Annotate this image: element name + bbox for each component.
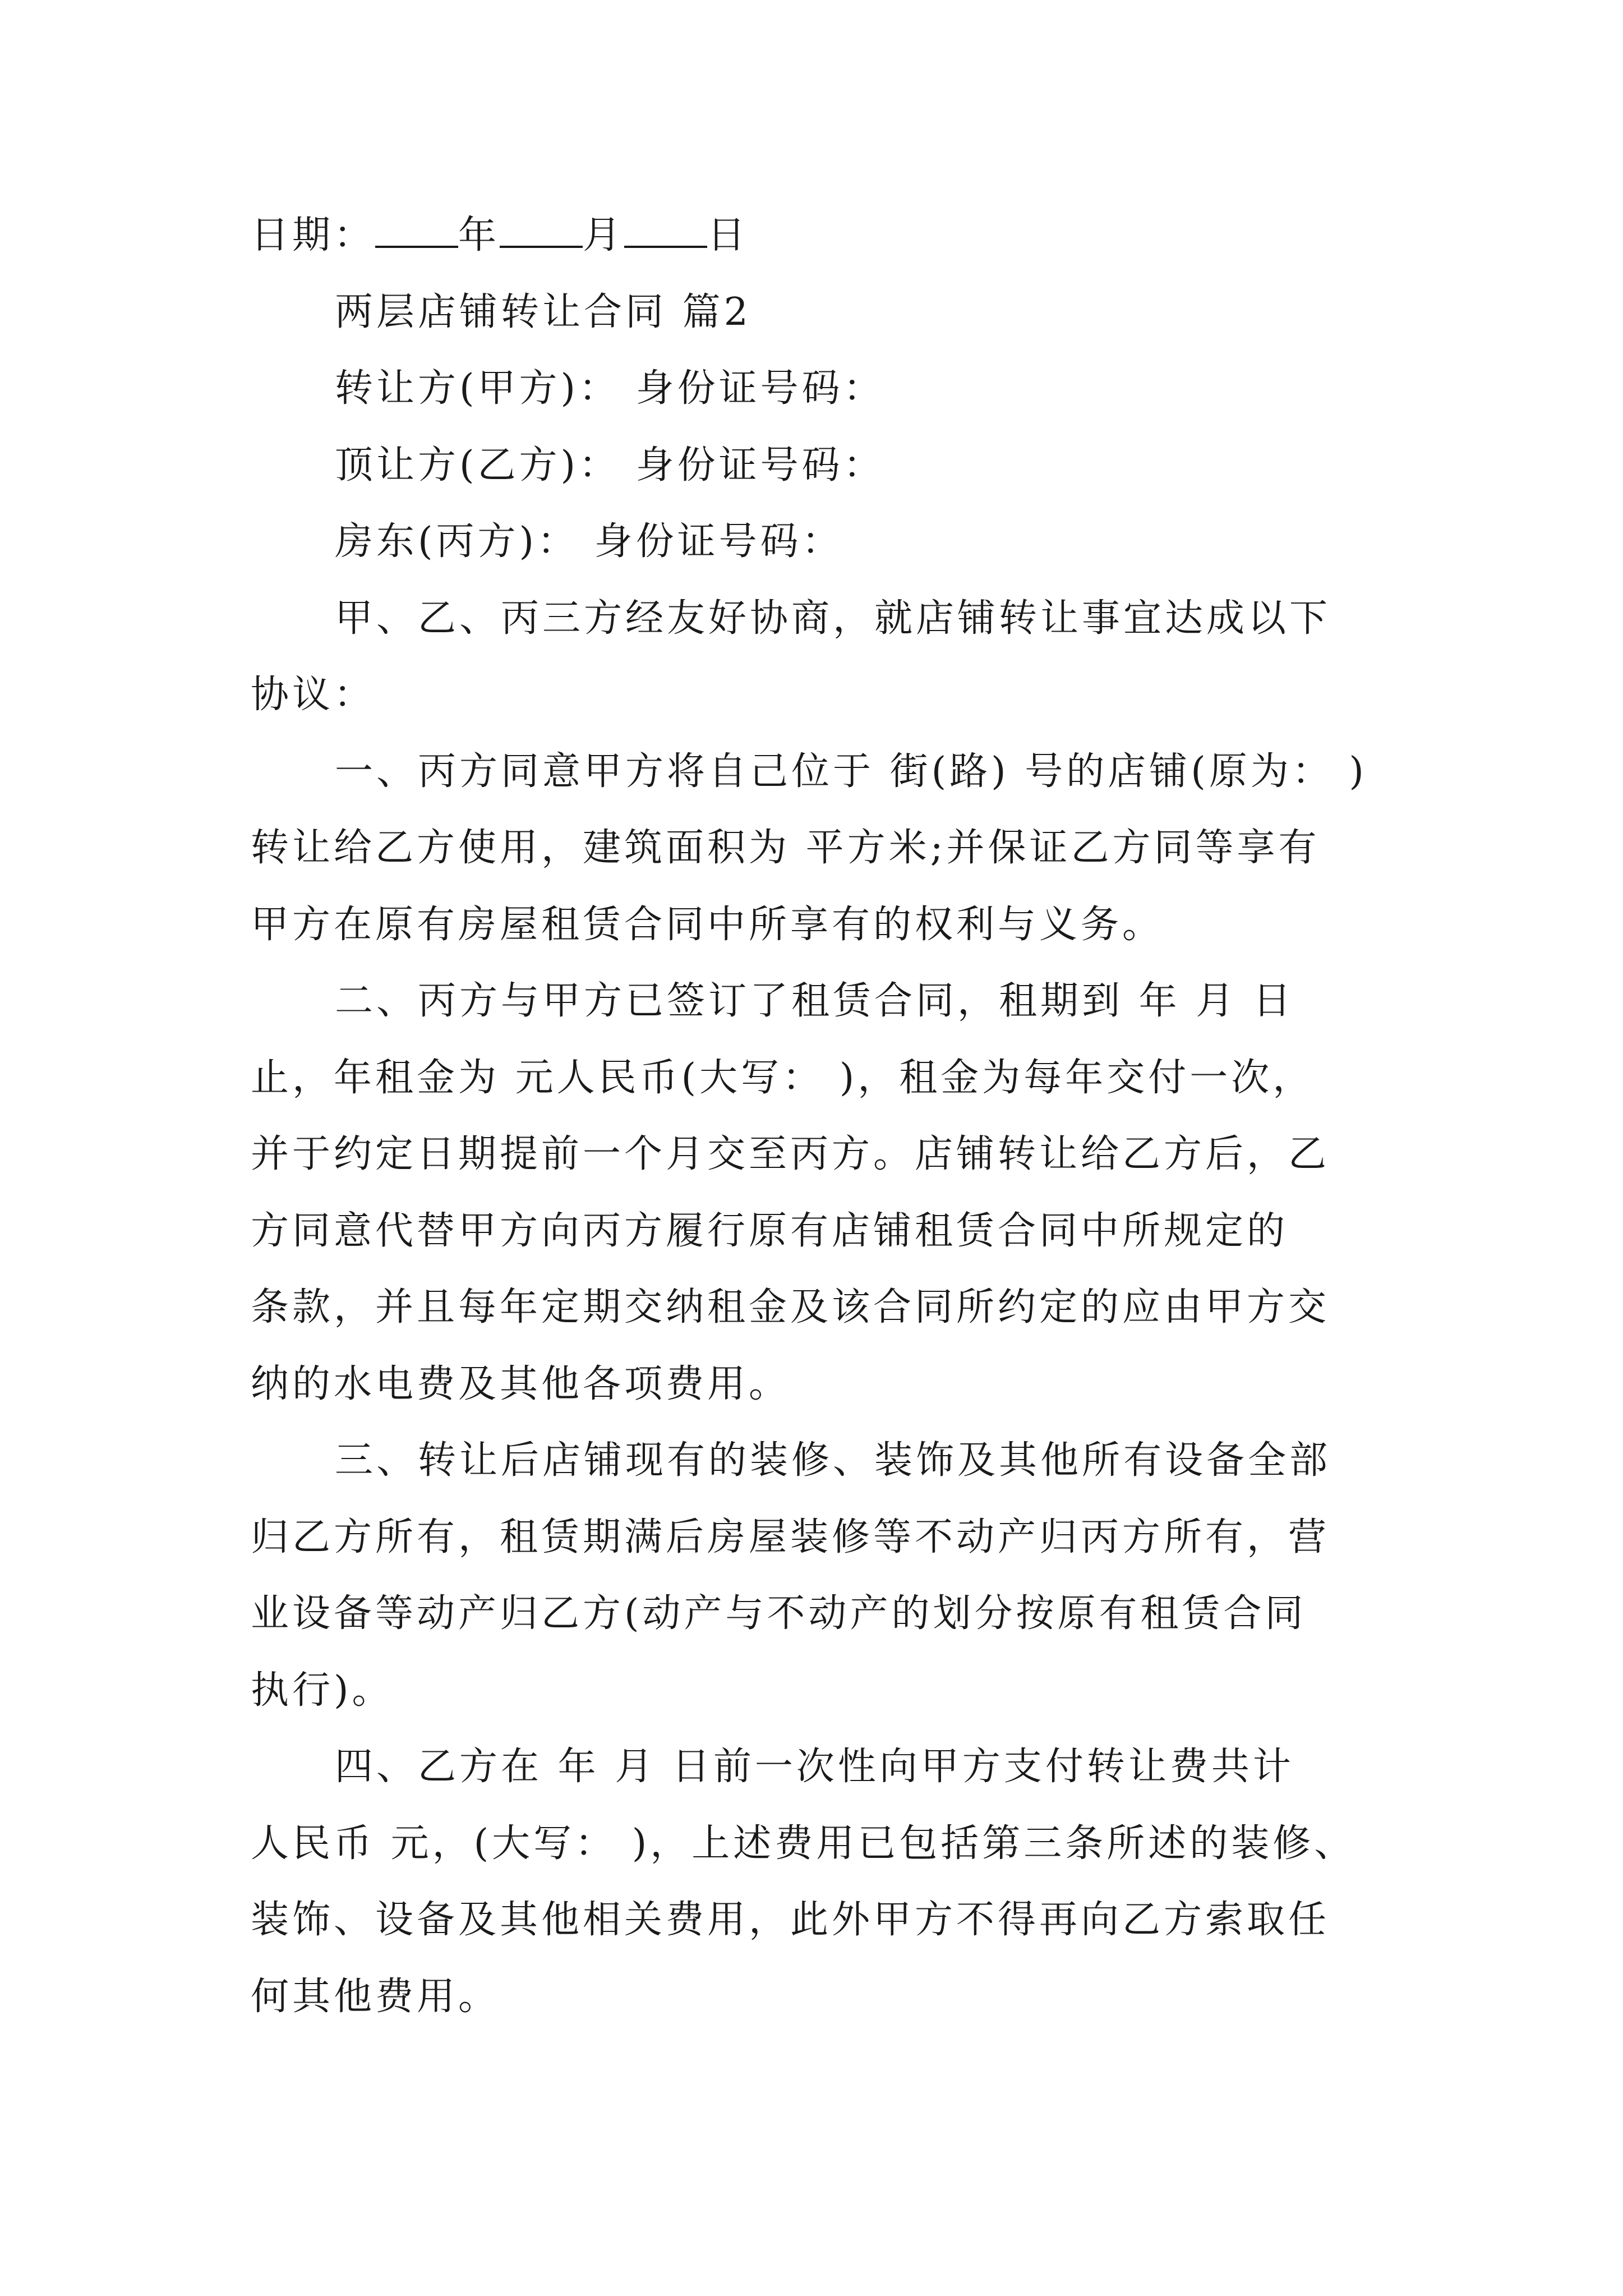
paragraph-line: 装饰、设备及其他相关费用，此外甲方不得再向乙方索取任 <box>251 1898 1330 1942</box>
paragraph-line: 协议： <box>251 673 376 717</box>
paragraph-line: 四、乙方在 年 月 日前一次性向甲方支付转让费共计 <box>335 1745 1294 1789</box>
contract-title: 两层店铺转让合同 篇2 <box>335 289 751 334</box>
day-label: 日 <box>707 213 749 257</box>
paragraph-line: 一、丙方同意甲方将自己位于 街(路) 号的店铺(原为： ) <box>335 749 1367 794</box>
month-label: 月 <box>583 213 625 257</box>
paragraph-line: 人民币 元，(大写： )，上述费用已包括第三条所述的装修、 <box>251 1821 1356 1866</box>
paragraph-line: 止，年租金为 元人民币(大写： )，租金为每年交付一次， <box>251 1055 1315 1100</box>
clause-3 <box>251 1423 1375 1729</box>
party-transferee: 顶让方(乙方)： 身份证号码： <box>335 443 885 487</box>
paragraph-line: 执行)。 <box>251 1668 394 1713</box>
day-blank <box>624 212 707 248</box>
paragraph-preamble <box>251 581 1375 734</box>
year-blank <box>375 212 458 248</box>
year-label: 年 <box>458 213 500 257</box>
clause-1 <box>251 734 1375 964</box>
paragraph-line: 甲方在原有房屋租赁合同中所享有的权利与义务。 <box>251 902 1164 947</box>
paragraph-line: 二、丙方与甲方已签订了租赁合同，租期到 年 月 日 <box>335 979 1294 1023</box>
paragraph-line: 三、转让后店铺现有的装修、装饰及其他所有设备全部 <box>335 1438 1331 1483</box>
month-blank <box>500 212 583 248</box>
paragraph-line: 方同意代替甲方向丙方履行原有店铺租赁合同中所规定的 <box>251 1208 1289 1253</box>
document-body <box>251 197 1375 2035</box>
clause-4 <box>251 1729 1375 2035</box>
paragraph-line: 纳的水电费及其他各项费用。 <box>251 1361 791 1406</box>
paragraph-line: 归乙方所有，租赁期满后房屋装修等不动产归丙方所有，营 <box>251 1515 1330 1559</box>
paragraph-line: 何其他费用。 <box>251 1974 500 2019</box>
paragraph-line: 甲、乙、丙三方经友好协商，就店铺转让事宜达成以下 <box>335 596 1331 641</box>
clause-2 <box>251 963 1375 1423</box>
date-label: 日期： <box>251 213 376 257</box>
paragraph-line: 并于约定日期提前一个月交至丙方。店铺转让给乙方后，乙 <box>251 1132 1330 1176</box>
party-transferor: 转让方(甲方)： 身份证号码： <box>335 366 885 411</box>
paragraph-line: 业设备等动产归乙方(动产与不动产的划分按原有租赁合同 <box>251 1591 1307 1636</box>
paragraph-line: 转让给乙方使用，建筑面积为 平方米;并保证乙方同等享有 <box>251 826 1320 870</box>
paragraph-line: 条款，并且每年定期交纳租金及该合同所约定的应由甲方交 <box>251 1285 1330 1329</box>
party-landlord: 房东(丙方)： 身份证号码： <box>335 519 843 564</box>
date-line <box>251 197 1375 274</box>
